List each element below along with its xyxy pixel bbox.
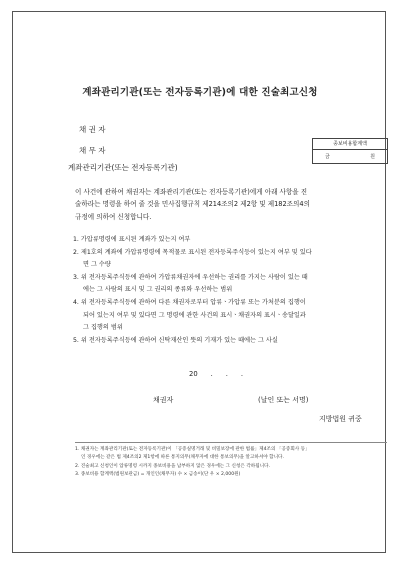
note-item: 1. 채권자는 계좌관리기관(또는 전자등록기관)이 「공증실명거래 및 비밀보장에 관한 법률」제4조의 「공증회사 등」 — [75, 447, 310, 452]
note-item: 3. 종보비용 합계액(법원보관금) = 개인인(채무자) 수 × 금송이(단 우 × 2,000원) — [75, 472, 241, 478]
list-item: 에는 그 사람의 표시 및 그 권리의 종류와 우선하는 범위 — [83, 286, 233, 294]
stamp-unit-label: 원 — [370, 154, 375, 160]
list-item: 1. 가압류명령에 표시된 계좌가 있는지 여부 — [73, 236, 191, 243]
list-item: 3. 위 전자등록주식등에 관하여 가압류채권자에 우선하는 권리를 가지는 사람이 있는 때 — [73, 273, 308, 281]
fee-stamp-box — [312, 138, 388, 164]
list-item: 2. 제1호의 계좌에 가압류명령에 목적물로 표시된 전자등록주식등이 있는지 여부 및 있다 — [73, 248, 312, 256]
document-page — [12, 11, 386, 553]
document-title: 계좌관리기관(또는 전자등록기관)에 대한 진술최고신청 — [82, 87, 318, 98]
request-paragraph — [75, 186, 385, 223]
institution-label: 계좌관리기관(또는 전자등록기관) — [68, 163, 178, 172]
note-item: 2. 진술최고 신청인이 압류명령 시까지 종보비용을 납부하지 않은 경우에는 그 신청은 각하됩니다. — [75, 463, 270, 469]
list-item: 4. 위 전자등록주식등에 관하여 다른 채권자로부터 압류ㆍ가압류 또는 가처분의 집행이 — [73, 298, 306, 306]
debtor-label: 채 무 자 — [79, 146, 106, 155]
notes-section — [75, 446, 387, 480]
list-item: 그 집행의 범위 — [83, 324, 123, 332]
list-item: 면 그 수량 — [83, 261, 111, 269]
notes-divider — [75, 442, 387, 443]
stamp-currency-label: 금 — [325, 154, 330, 160]
creditor-label: 채 권 자 — [79, 125, 106, 134]
statement-items-list — [73, 234, 387, 347]
list-item: 5. 위 전자등록주식등에 관하여 신탁재산인 뜻의 기재가 있는 때에는 그 사실 — [73, 336, 278, 344]
stamp-amount-row — [313, 150, 387, 164]
court-addressee: 지방법원 귀중 — [319, 415, 362, 423]
date-line: 20 . . . — [189, 370, 244, 378]
stamp-header: 종보비용합계액 — [313, 139, 387, 150]
paragraph-line: 술하라는 명령을 하여 줄 것을 민사집행규칙 제214조의2 제2항 및 제182조의4의 — [75, 200, 310, 209]
signature-creditor-label: 채권자 — [153, 396, 174, 404]
signature-seal-label: (날인 또는 서명) — [258, 396, 309, 404]
note-item: 인 경우에는 같은 법 제4조의2 제1항에 따른 통지의무(채무자에 대한 통보의무)을 알고하셔야 합니다. — [81, 455, 284, 461]
list-item: 되어 있는지 여부 및 있다면 그 명령에 관한 사건의 표시ㆍ채권자의 표시ㆍ송달일과 — [83, 311, 306, 319]
paragraph-line: 이 사건에 관하여 채권자는 계좌관리기관(또는 전자등록기관)에게 아래 사항을 진 — [75, 188, 308, 196]
paragraph-line: 규정에 의하여 신청합니다. — [75, 212, 152, 221]
